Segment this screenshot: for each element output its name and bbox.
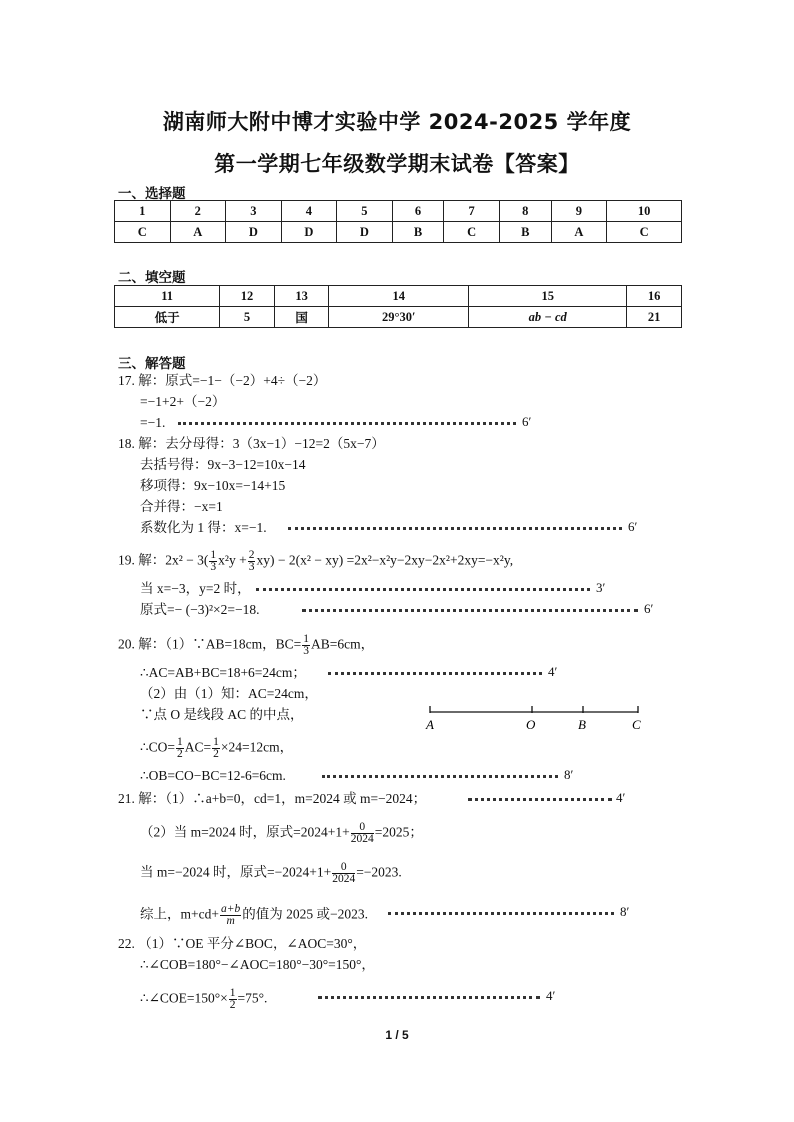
page-number: 1 / 5 [385,1028,409,1042]
fill-answer-table [114,285,682,328]
table-cell: C [444,222,500,243]
q18-line-4: 合并得：−x=1 [140,499,223,514]
q20-expr-part2: AB=6cm， [310,636,375,652]
q17-line-2: =−1+2+（−2） [140,394,226,409]
fraction-numerator: 0 [351,822,374,834]
fraction-denominator: 2024 [332,873,356,885]
q22-line-2: ∴∠COB=180°−∠AOC=180°−30°=150°， [140,957,375,972]
table-cell: 14 [329,286,469,307]
q21-case2-part1: 当 m=−2024 时，原式=−2024+1+ [140,864,332,880]
fraction-one-half [176,737,184,760]
fraction-denominator: 2 [213,748,219,760]
q22-line-3 [140,988,267,1011]
fraction-one-third [209,550,217,573]
q21-line-4 [140,904,368,927]
title-exam-answers: 第一学期七年级数学期末试卷【答案】 [214,152,580,176]
dotted-leader [318,996,540,1001]
table-cell: 2 [170,201,226,222]
q21-line-2 [140,822,423,845]
q21-case1-part2: =2025； [374,824,423,840]
fraction-denominator: 3 [248,561,255,573]
section-heading-solutions: 三、解答题 [118,356,186,372]
table-row-answers [115,307,682,328]
q20-line-4: ∵点 O 是线段 AC 的中点， [140,707,304,722]
fraction-numerator: 1 [303,633,309,645]
dotted-leader [388,912,614,917]
dotted-leader [322,775,558,780]
point-label-c: C [632,717,641,732]
title-school-year: 湖南师大附中博才实验中学 2024-2025 学年度 [162,110,632,134]
fraction-a-plus-b-over-m [220,904,241,927]
score-mark: 8′ [620,904,630,919]
fraction-one-half [212,737,220,760]
fraction-numerator: 1 [210,549,217,561]
fraction-numerator: 1 [176,736,183,748]
table-cell: C [607,222,682,243]
fraction-one-third [302,634,310,657]
q22-coe-period: . [264,990,268,1006]
fraction-numerator: 1 [229,987,236,999]
table-cell: 1 [115,201,171,222]
q22-coe-part2: =75° [237,990,265,1006]
dotted-leader [178,422,516,427]
q19-line-2: 当 x=−3，y=2 时， [140,581,251,596]
point-label-a: A [426,717,434,732]
score-mark: 8′ [564,767,574,782]
q20-line-6: ∴OB=CO−BC=12-6=6cm. [140,768,286,783]
q19-line-3: 原式=− (−3)²×2=−18. [140,602,260,617]
table-cell: D [337,222,393,243]
q22-line-1: 22. （1）∵OE 平分∠BOC，∠AOC=30°， [118,936,367,951]
fraction-zero-over-2024 [351,822,374,845]
q21-summary-part1: 综上，m+cd+ [140,906,219,922]
score-mark: 4′ [546,988,556,1003]
fraction-denominator: m [226,915,235,927]
dotted-leader [288,527,622,532]
table-cell: 7 [444,201,500,222]
dotted-leader [256,588,590,593]
choice-answer-table [114,200,682,243]
table-cell: B [499,222,551,243]
q21-line-3 [140,862,402,885]
table-cell: 6 [392,201,444,222]
table-cell: 29°30′ [329,307,469,328]
fraction-numerator: 0 [332,862,355,874]
fraction-denominator: 2 [229,999,236,1011]
table-row-answers [115,222,682,243]
q20-line-2: ∴AC=AB+BC=18+6=24cm； [140,665,306,680]
point-label-b: B [578,717,586,732]
score-mark: 3′ [596,580,606,595]
fraction-denominator: 3 [210,561,217,573]
table-cell: A [551,222,607,243]
fraction-numerator: 2 [248,549,255,561]
q20-co-part1: ∴CO= [140,739,175,755]
table-cell: 低于 [115,307,220,328]
q19-expr-part3: xy) − 2(x² − xy) =2x²−x²y−2xy−2x²+2xy=−x²y, [256,552,514,568]
q19-expr-part2: x²y + [218,552,247,568]
score-mark: 6′ [628,519,638,534]
fraction-numerator: 1 [213,736,219,748]
q20-co-part2: AC= [184,739,212,755]
table-cell: 国 [274,307,329,328]
table-cell: 4 [281,201,337,222]
fraction-one-half [229,988,237,1011]
score-mark: 6′ [522,414,532,429]
q18-line-3: 移项得：9x−10x=−14+15 [140,478,286,493]
point-label-o: O [526,717,536,732]
table-cell: 9 [551,201,607,222]
table-cell: 11 [115,286,220,307]
table-cell: 21 [627,307,682,328]
table-row-numbers [115,286,682,307]
q20-line-1 [118,634,374,657]
fraction-numerator: a+b [220,903,241,915]
table-cell: 10 [607,201,682,222]
section-heading-choice: 一、选择题 [118,186,186,202]
table-cell: ab − cd [469,307,627,328]
table-cell: 13 [274,286,329,307]
q20-line-5 [140,737,293,760]
fraction-two-thirds [248,550,256,573]
score-mark: 4′ [616,790,626,805]
dotted-leader [302,609,638,614]
section-heading-fill: 二、填空题 [118,270,186,286]
table-cell: C [115,222,171,243]
dotted-leader [468,798,612,803]
q21-case2-part2: =−2023. [356,864,402,880]
q20-line-3: （2）由（1）知：AC=24cm， [140,686,318,701]
table-cell: 16 [627,286,682,307]
q22-coe-part1: ∴∠COE=150°× [140,990,228,1006]
fraction-zero-over-2024 [332,862,355,885]
dotted-leader [328,672,542,677]
table-row-numbers [115,201,682,222]
segment-diagram [420,700,650,732]
table-cell: 15 [469,286,627,307]
table-cell: A [170,222,226,243]
table-cell: D [281,222,337,243]
table-cell: D [226,222,282,243]
table-cell: 3 [226,201,282,222]
fraction-denominator: 2 [176,748,183,760]
q20-expr-part1: 20. 解：（1）∵AB=18cm，BC= [118,636,302,652]
q19-expr-part1: 19. 解：2x² − 3( [118,552,209,568]
score-mark: 4′ [548,664,558,679]
q18-line-1: 18. 解：去分母得：3（3x−1）−12=2（5x−7） [118,436,385,451]
table-cell: 12 [220,286,275,307]
table-cell: 8 [499,201,551,222]
q21-case1-part1: （2）当 m=2024 时，原式=2024+1+ [140,824,350,840]
q20-co-part3: ×24=12cm， [220,739,294,755]
q21-summary-part2: 的值为 2025 或−2023. [242,906,368,922]
q18-line-2: 去括号得：9x−3−12=10x−14 [140,457,306,472]
table-cell: B [392,222,444,243]
q18-line-5: 系数化为 1 得：x=−1. [140,520,267,535]
table-cell: 5 [337,201,393,222]
q17-line-1: 17. 解：原式=−1−（−2）+4÷（−2） [118,373,327,388]
fraction-denominator: 2024 [350,833,374,845]
q21-line-1: 21. 解：（1）∴a+b=0，cd=1，m=2024 或 m=−2024； [118,791,427,806]
q19-line-1 [118,550,513,573]
table-cell: 5 [220,307,275,328]
fraction-denominator: 3 [303,645,309,657]
score-mark: 6′ [644,601,654,616]
q17-line-3: =−1. [140,415,166,430]
